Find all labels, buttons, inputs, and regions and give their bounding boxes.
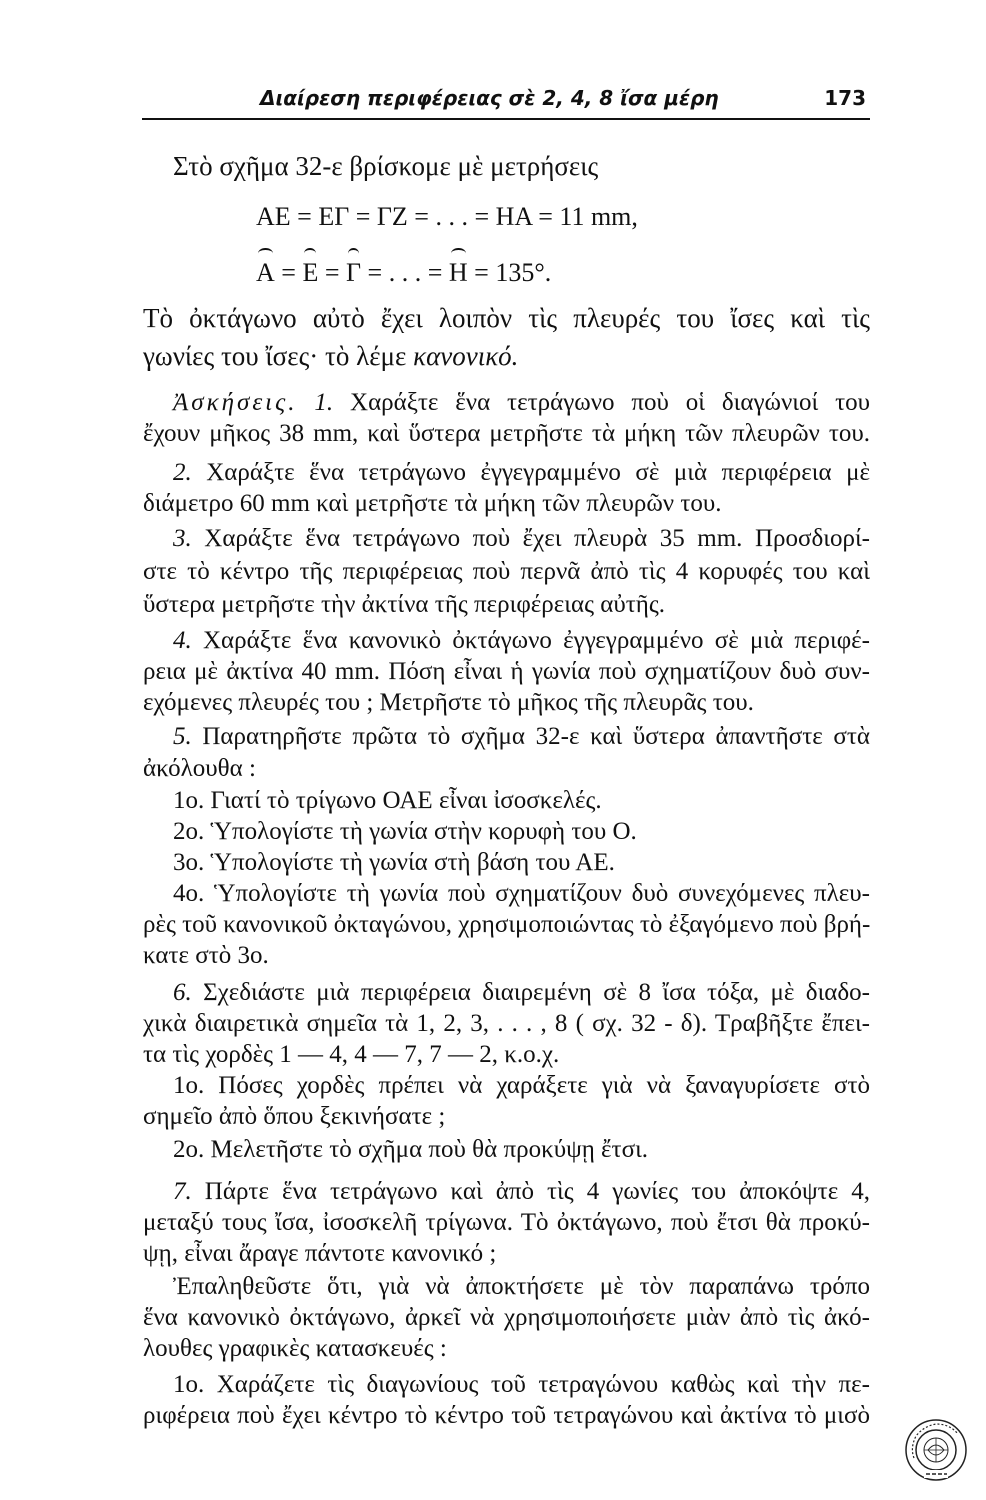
exercise-line (173, 976, 870, 1009)
text-run: Χαράξτε ἕνα κανονικὸ ὀκτάγωνο ἐγγεγραμμένο σὲ μιὰ περιφέ- (191, 627, 870, 654)
exercise-line: λουθες γραφικὲς κατασκευές : (143, 1335, 447, 1362)
exercise-line (173, 386, 870, 419)
text-run: Παρατηρῆστε πρῶτα τὸ σχῆμα 32-ε καὶ ὕστερα ἀπαντῆστε στὰ (191, 723, 870, 750)
exercise-number: 4. (173, 627, 192, 654)
page-number: 173 (824, 86, 866, 110)
exercise-subitem: 1ο. Πόσες χορδὲς πρέπει νὰ χαράξετε γιὰ νὰ ξαναγυρίσετε στὸ (173, 1072, 870, 1099)
exercise-line: ριφέρεια ποὺ ἔχει κέντρο τὸ κέντρο τοῦ τετραγώνου καὶ ἀκτίνα τὸ μισὸ (143, 1402, 870, 1429)
equation-sides: ΑΕ = ΕΓ = ΓΖ = . . . = ΗΑ = 11 mm, (256, 202, 638, 231)
exercise-number: 5. (173, 723, 192, 750)
angle-g: Γ (346, 258, 362, 287)
exercise-line (173, 456, 870, 489)
exercise-line (173, 624, 870, 657)
eq-sep: = 135°. (467, 258, 552, 287)
exercise-line: μεταξύ τους ἴσα, ἰσοσκελῆ τρίγωνα. Τὸ ὀκτάγωνο, ποὺ ἔτσι θὰ προκύ- (143, 1209, 870, 1236)
angle-e: Ε (302, 258, 319, 287)
text-run: Χαράξτε ἕνα τετράγωνο ποὺ ἔχει πλευρὰ 35 mm. Προσδιορί- (191, 525, 870, 552)
angle-h: Η (448, 258, 468, 287)
exercise-line: ρὲς τοῦ κανονικοῦ ὀκταγώνου, χρησιμοποιώντας τὸ ἐξαγόμενο ποὺ βρή- (143, 911, 871, 938)
exercise-line: Ἐπαληθεῦστε ὅτι, γιὰ νὰ ἀποκτήσετε μὲ τὸν παραπάνω τρόπο (173, 1273, 870, 1300)
exercise-line: ἕνα κανονικὸ ὀκτάγωνο, ἀρκεῖ νὰ χρησιμοποιήσετε μιὰν ἀπὸ τὶς ἀκό- (143, 1304, 870, 1331)
exercises-label: Ἀσκήσεις. (173, 389, 298, 416)
exercise-number: 1. (314, 389, 334, 416)
foundation-seal-icon (904, 1418, 968, 1482)
text-run: Χαράξτε ἕνα τετράγωνο ποὺ οἱ διαγώνιοί του (333, 389, 870, 416)
text-run: Πάρτε ἕνα τετράγωνο καὶ ἀπὸ τὶς 4 γωνίες του ἀποκόψτε 4, (191, 1178, 870, 1205)
exercise-line: ὕστερα μετρῆστε τὴν ἀκτίνα τῆς περιφέρειας αὐτῆς. (143, 591, 665, 618)
exercise-line: χικὰ διαιρετικὰ σημεῖα τὰ 1, 2, 3, . . . , 8 ( σχ. 32 - δ). Τραβῆξτε ἔπει- (143, 1010, 870, 1037)
exercise-number: 3. (173, 525, 192, 552)
exercise-line: ἀκόλουθα : (143, 755, 256, 782)
exercise-subitem: 1ο. Χαράζετε τὶς διαγωνίους τοῦ τετραγώνου καθὼς καὶ τὴν πε- (173, 1371, 870, 1398)
exercise-subitem: 3ο. Ὑπολογίστε τὴ γωνία στὴ βάση του ΑΕ. (173, 849, 615, 876)
exercise-number: 2. (173, 459, 192, 486)
eq-sep: = (318, 258, 347, 287)
exercise-subitem: 4ο. Ὑπολογίστε τὴ γωνία ποὺ σχηματίζουν δυὸ συνεχόμενες πλευ- (173, 880, 870, 907)
exercise-subitem: 2ο. Ὑπολογίστε τὴ γωνία στὴν κορυφὴ του Ο. (173, 818, 637, 845)
text-run: Χαράξτε ἕνα τετράγωνο ἐγγεγραμμένο σὲ μιὰ περιφέρεια μὲ (191, 459, 870, 486)
eq-sep: = . . . = (361, 258, 449, 287)
intro-line (143, 340, 870, 373)
exercise-line: διάμετρο 60 mm καὶ μετρῆστε τὰ μήκη τῶν πλευρῶν του. (143, 490, 722, 517)
angle-a: Α (256, 258, 275, 287)
equation-angles (256, 256, 706, 289)
italic-term: κανονικό. (413, 341, 519, 371)
exercise-line (173, 522, 870, 555)
header-title: Διαίρεση περιφέρειας σὲ 2, 4, 8 ἴσα μέρη (260, 86, 719, 110)
intro-line: Στὸ σχῆμα 32-ε βρίσκομε μὲ μετρήσεις (173, 151, 599, 181)
exercise-line: ψῃ, εἶναι ἄραγε πάντοτε κανονικό ; (143, 1240, 497, 1267)
exercise-line (173, 720, 870, 753)
text-run: γωνίες του ἴσες· τὸ λέμε (143, 341, 414, 371)
exercise-subitem: 2ο. Μελετῆστε τὸ σχῆμα ποὺ θὰ προκύψῃ ἔτσι. (173, 1136, 649, 1163)
text-run: Σχεδιάστε μιὰ περιφέρεια διαιρεμένη σὲ 8 ἴσα τόξα, μὲ διαδο- (191, 979, 870, 1006)
running-header (142, 84, 870, 120)
intro-line: Τὸ ὀκτάγωνο αὐτὸ ἔχει λοιπὸν τὶς πλευρές του ἴσες καὶ τὶς (143, 303, 870, 333)
exercise-line: ρεια μὲ ἀκτίνα 40 mm. Πόση εἶναι ἡ γωνία ποὺ σχηματίζουν δυὸ συν- (143, 658, 870, 685)
exercise-line (173, 1175, 870, 1208)
exercise-line: ἔχουν μῆκος 38 mm, καὶ ὕστερα μετρῆστε τὰ μήκη τῶν πλευρῶν του. (143, 420, 870, 447)
exercise-line: σημεῖο ἀπὸ ὅπου ξεκινήσατε ; (143, 1103, 446, 1130)
eq-sep: = (274, 258, 303, 287)
exercise-number: 7. (173, 1178, 192, 1205)
exercise-line: εχόμενες πλευρές του ; Μετρῆστε τὸ μῆκος τῆς πλευρᾶς του. (143, 689, 754, 716)
exercise-line: στε τὸ κέντρο τῆς περιφέρειας ποὺ περνᾶ ἀπὸ τὶς 4 κορυφές του καὶ (143, 558, 870, 585)
exercise-line: τα τὶς χορδὲς 1 — 4, 4 — 7, 7 — 2, κ.ο.χ. (143, 1041, 560, 1068)
exercise-number: 6. (173, 979, 192, 1006)
exercise-subitem: 1ο. Γιατί τὸ τρίγωνο ΟΑΕ εἶναι ἰσοσκελές. (173, 787, 602, 814)
exercise-line: κατε στὸ 3ο. (143, 942, 269, 969)
